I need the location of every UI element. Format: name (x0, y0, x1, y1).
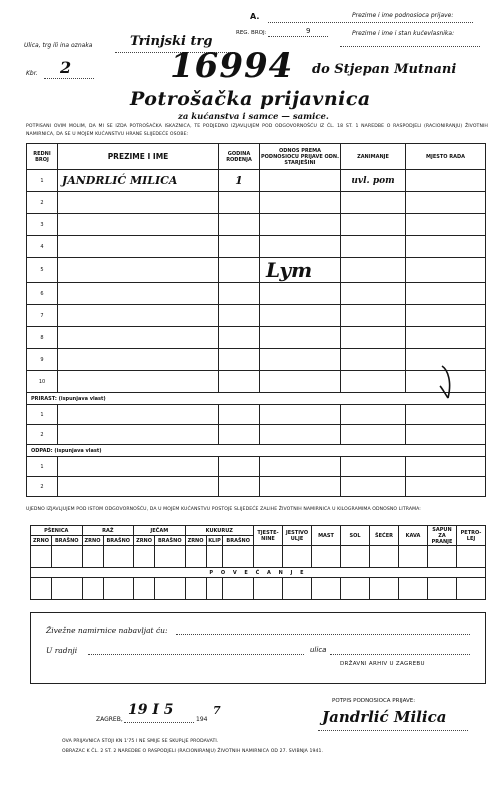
kbr-label: Kbr. (26, 70, 38, 77)
table-row (27, 192, 486, 214)
table-row (27, 425, 486, 445)
table-row (27, 258, 486, 283)
stock-col-petrolej: PETRO-LEJ (457, 526, 486, 546)
stock-group-jecam: JEČAM (134, 526, 186, 536)
signature: Jandrlić Milica (322, 708, 447, 726)
col-odnos: ODNOS PREMA PODNOSIOCU PRIJAVE ODN. STARJEŠINI (260, 144, 341, 170)
kbr-value: 2 (60, 58, 72, 77)
stock-sub: ZRNO (185, 536, 206, 546)
stock-values-row[interactable] (31, 546, 486, 568)
archive-stamp: DRŽAVNI ARHIV U ZAGREBU (340, 661, 425, 667)
row-number: 1 (27, 457, 58, 477)
signature-label: POTPIS PODNOSIOCA PRIJAVE: (332, 698, 416, 704)
row-number: 6 (27, 283, 58, 305)
row-number: 1 (27, 405, 58, 425)
members-table (26, 143, 486, 497)
row-number: 1 (27, 170, 58, 192)
stock-col-tjestenine: TJESTE-NINE (254, 526, 283, 546)
date-line (124, 722, 194, 723)
form-letter: A. (250, 12, 260, 21)
stock-group-psenica: PŠENICA (31, 526, 83, 536)
stock-table (30, 525, 486, 600)
row-number: 2 (27, 192, 58, 214)
row-number: 10 (27, 371, 58, 393)
reg-line (268, 36, 328, 37)
owner-label: Prezime i ime i stan kućevlasnika: (352, 30, 455, 37)
table-row (27, 457, 486, 477)
relation-cell[interactable] (260, 170, 341, 192)
table-row (27, 283, 486, 305)
stock-group-raz: RAŽ (82, 526, 134, 536)
year-suffix: 194 (196, 716, 208, 723)
owner-line (340, 46, 480, 47)
row-number: 2 (27, 425, 58, 445)
row-number: 7 (27, 305, 58, 327)
entry-mark: Lym (266, 258, 313, 282)
row-number: 2 (27, 477, 58, 497)
stock-col-sapun: SAPUN ZA PRANJE (428, 526, 457, 546)
entry-occupation: uvl. pom (351, 175, 395, 186)
stock-sub: ZRNO (82, 536, 103, 546)
entry-year: 1 (235, 174, 243, 187)
row-number: 4 (27, 236, 58, 258)
stock-sub: KLIP (206, 536, 223, 546)
stock-col-mast: MAST (312, 526, 341, 546)
stock-col-secer: ŠEĆER (370, 526, 399, 546)
supply-box (30, 612, 486, 684)
owner-value: do Stjepan Mutnani (312, 62, 457, 77)
prirast-label: PRIRAST: (ispunjava vlast) (27, 393, 486, 405)
reg-label: REG. BROJ: (236, 30, 267, 36)
table-row (27, 214, 486, 236)
supply-line (176, 634, 470, 635)
stock-sub: ZRNO (134, 536, 155, 546)
col-godina: GODINA ROĐENJA (219, 144, 260, 170)
declaration-text: UJEDNO IZJAVLJUJEM POD ISTOM ODGOVORNOŠĆU, DA U MOJEM KUĆANSTVU POSTOJE SLIJEDEĆE ZALIHE ŽIVOTNIH NAMIRNICA U KILOGRAMIMA ODNOSNO LITRAMA: (26, 507, 421, 512)
stock-col-sol: SOL (341, 526, 370, 546)
big-number: 16994 (170, 46, 294, 86)
povecanje-label: P O V E Ć A N J E (31, 568, 486, 578)
date-handwritten: 19 I 5 (128, 702, 174, 718)
stock-sub: BRAŠNO (155, 536, 186, 546)
price-note: OVA PRIJAVNICA STOJI KN 1'75 I NE SMIJE SE SKUPLJE PRODAVATI. (62, 739, 219, 744)
col-redni-broj: REDNI BROJ (27, 144, 58, 170)
stock-group-kukuruz: KUKURUZ (185, 526, 253, 536)
col-zanimanje: ZANIMANJE (341, 144, 406, 170)
occupation-cell[interactable] (341, 170, 406, 192)
table-row (27, 305, 486, 327)
form-title: Potrošačka prijavnica (130, 88, 371, 110)
street-value: Trinjski trg (130, 34, 213, 49)
table-row (27, 327, 486, 349)
row-number: 5 (27, 258, 58, 283)
row-number: 8 (27, 327, 58, 349)
year-cell[interactable] (219, 170, 260, 192)
stock-sub: BRAŠNO (52, 536, 83, 546)
stock-col-ulje: JESTIVO ULJE (283, 526, 312, 546)
surname-label: Prezime i ime podnosioca prijave: (352, 12, 454, 19)
table-row (27, 405, 486, 425)
table-row (27, 170, 486, 192)
entry-name: JANDRLIĆ MILICA (62, 174, 178, 187)
stock-sub: BRAŠNO (223, 536, 254, 546)
check-stroke-icon (438, 362, 458, 402)
stock-col-kava: KAVA (399, 526, 428, 546)
table-row (27, 371, 486, 393)
row-number: 3 (27, 214, 58, 236)
table-row (27, 477, 486, 497)
stock-sub: ZRNO (31, 536, 52, 546)
surname-line (268, 22, 473, 23)
shop-label: U radnji (46, 646, 78, 655)
workplace-cell[interactable] (406, 170, 486, 192)
form-subtitle: za kućanstva i samce — samice. (178, 112, 329, 122)
table-row (27, 349, 486, 371)
row-number: 9 (27, 349, 58, 371)
kbr-line (44, 78, 94, 79)
year-handwritten: 7 (213, 704, 221, 717)
odpad-label: ODPAD: (ispunjava vlast) (27, 445, 486, 457)
col-mjesto-rada: MJESTO RADA (406, 144, 486, 170)
intro-text: POTPISANI OVIM MOLIM, DA MI SE IZDA POTROŠAČKA ISKAZNICA, TE PODJEDNO IZJAVLJUJEM POD ODGOVORNOŠĆU IZ ČL. 18 ST. 1 NAREDBE O RASPODJELI (RACIONIRANJU) ŽIVOTNIH NAMIRNICA, DA SE U MOJEM KUĆANSTVU HRANE SLIJEDEĆE OSOBE: (26, 124, 488, 137)
stock-increase-row[interactable] (31, 578, 486, 600)
street-field-label: ulica (310, 646, 327, 654)
reg-value: 9 (306, 27, 311, 35)
supply-label: Živežne namirnice nabavljat ću: (46, 626, 168, 635)
name-cell[interactable] (58, 170, 219, 192)
signature-line (318, 730, 468, 731)
col-prezime-ime: PREZIME I IME (58, 144, 219, 170)
stock-sub: BRAŠNO (103, 536, 134, 546)
table-row (27, 236, 486, 258)
street-label: Ulica, trg ili ina oznaka (24, 42, 93, 49)
shop-line[interactable] (88, 654, 304, 655)
form-reference-note: OBRAZAC K ČL. 2 ST. 2 NAREDBE O RASPODJELI (RACIONIRANJU) ŽIVOTNIH NAMIRNICA OD 27. SVIBNJA 1941. (62, 749, 324, 754)
street-field-line[interactable] (330, 654, 470, 655)
zagreb-label: ZAGREB, (96, 716, 123, 723)
